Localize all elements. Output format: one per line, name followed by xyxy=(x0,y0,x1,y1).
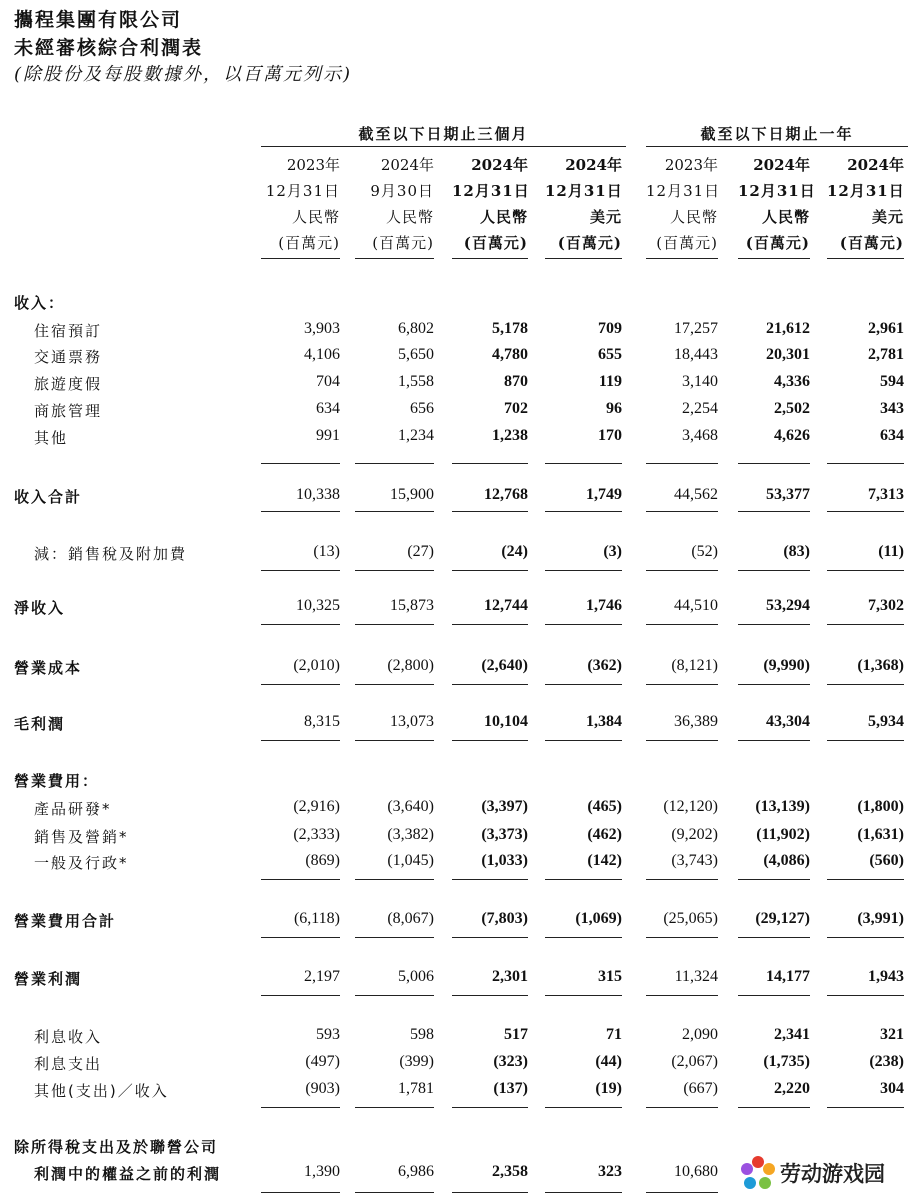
subtotal-rule xyxy=(545,624,622,625)
table-cell: 315 xyxy=(598,968,622,985)
subtotal-rule xyxy=(452,937,528,938)
subtotal-rule xyxy=(738,740,810,741)
subtotal-rule xyxy=(646,1192,718,1193)
subtotal-rule xyxy=(545,937,622,938)
column-header-year: 2024年 xyxy=(565,156,622,174)
subtotal-rule xyxy=(827,624,904,625)
subtotal-rule xyxy=(738,879,810,880)
subtotal-rule xyxy=(646,1107,718,1108)
table-cell: 3,468 xyxy=(682,427,718,444)
table-cell: 20,301 xyxy=(766,346,810,363)
table-cell: 704 xyxy=(316,373,340,390)
subtotal-rule xyxy=(355,511,434,512)
subtotal-rule xyxy=(545,511,622,512)
row-label: 其他(支出)／收入 xyxy=(34,1082,169,1100)
row-label: 除所得稅支出及於聯營公司 xyxy=(14,1138,219,1156)
table-cell: (6,118) xyxy=(293,910,340,927)
group-rule-three-months xyxy=(261,146,626,147)
subtotal-rule xyxy=(646,684,718,685)
subtotal-rule xyxy=(452,995,528,996)
table-cell: 96 xyxy=(606,400,622,417)
table-cell: 1,384 xyxy=(586,713,622,730)
table-cell: (19) xyxy=(595,1080,622,1097)
table-cell: 119 xyxy=(598,373,622,390)
table-cell: 2,254 xyxy=(682,400,718,417)
column-header-2 xyxy=(355,152,434,259)
column-header-currency: 人民幣 xyxy=(291,208,340,226)
subtotal-rule xyxy=(355,995,434,996)
table-cell: (465) xyxy=(587,798,622,815)
subtotal-rule xyxy=(452,511,528,512)
subtotal-rule xyxy=(827,463,904,464)
table-cell: 5,934 xyxy=(868,713,904,730)
group-header-one-year: 截至以下日期止一年 xyxy=(700,125,854,143)
table-cell: (9,990) xyxy=(763,657,810,674)
table-cell: (137) xyxy=(493,1080,528,1097)
subtotal-rule xyxy=(545,1107,622,1108)
table-cell: 2,090 xyxy=(682,1026,718,1043)
table-cell: 1,234 xyxy=(398,427,434,444)
column-header-1 xyxy=(261,152,340,259)
subtotal-rule xyxy=(261,740,340,741)
subtotal-rule xyxy=(827,511,904,512)
row-label: 產品研發* xyxy=(34,800,112,818)
subtotal-rule xyxy=(261,511,340,512)
table-cell: 4,106 xyxy=(304,346,340,363)
table-cell: 5,650 xyxy=(398,346,434,363)
table-cell: 12,768 xyxy=(484,486,528,503)
column-header-date: 12月31日 xyxy=(646,182,721,200)
table-cell: 10,680 xyxy=(674,1163,718,1180)
table-cell: 4,626 xyxy=(774,427,810,444)
statement-title: 未經審核綜合利潤表 xyxy=(14,37,204,59)
subtotal-rule xyxy=(738,511,810,512)
subtotal-rule xyxy=(261,684,340,685)
subtotal-rule xyxy=(355,879,434,880)
table-cell: (11,902) xyxy=(756,826,810,843)
subtotal-rule xyxy=(827,684,904,685)
table-cell: (3,382) xyxy=(387,826,434,843)
subtotal-rule xyxy=(545,463,622,464)
row-label: 毛利潤 xyxy=(14,715,66,733)
subtotal-rule xyxy=(355,463,434,464)
column-header-currency: 人民幣 xyxy=(761,208,810,226)
table-cell: 321 xyxy=(880,1026,904,1043)
table-cell: (2,916) xyxy=(293,798,340,815)
row-label: 收入合計 xyxy=(14,488,83,506)
subtotal-rule xyxy=(738,995,810,996)
table-cell: 53,294 xyxy=(766,597,810,614)
row-label: 營業費用： xyxy=(14,772,100,790)
table-cell: 2,358 xyxy=(492,1163,528,1180)
row-label: 利息收入 xyxy=(34,1028,103,1046)
column-header-year: 2024年 xyxy=(471,156,528,174)
subtotal-rule xyxy=(261,937,340,938)
column-header-unit: (百萬元) xyxy=(738,230,810,259)
table-cell: 2,961 xyxy=(868,320,904,337)
column-header-unit: (百萬元) xyxy=(646,230,718,259)
table-cell: 4,336 xyxy=(774,373,810,390)
table-cell: (3,397) xyxy=(481,798,528,815)
table-cell: (869) xyxy=(305,852,340,869)
subtotal-rule xyxy=(452,684,528,685)
table-cell: (52) xyxy=(691,543,718,560)
table-cell: 1,390 xyxy=(304,1163,340,1180)
subtotal-rule xyxy=(261,879,340,880)
table-cell: 1,558 xyxy=(398,373,434,390)
table-cell: (3,640) xyxy=(387,798,434,815)
subtotal-rule xyxy=(261,463,340,464)
column-header-year: 2023年 xyxy=(664,156,718,174)
table-cell: 44,510 xyxy=(674,597,718,614)
table-cell: (667) xyxy=(683,1080,718,1097)
row-label: 營業利潤 xyxy=(14,970,83,988)
subtotal-rule xyxy=(738,624,810,625)
table-cell: 343 xyxy=(880,400,904,417)
column-header-date: 9月30日 xyxy=(370,182,434,200)
subtotal-rule xyxy=(738,684,810,685)
table-cell: 1,749 xyxy=(586,486,622,503)
company-name: 攜程集團有限公司 xyxy=(14,9,183,31)
table-cell: 13,073 xyxy=(390,713,434,730)
table-cell: (1,045) xyxy=(387,852,434,869)
table-cell: (11) xyxy=(878,543,904,560)
table-cell: 71 xyxy=(606,1026,622,1043)
table-cell: 21,612 xyxy=(766,320,810,337)
subtotal-rule xyxy=(452,740,528,741)
table-cell: 2,781 xyxy=(868,346,904,363)
row-label: 住宿預訂 xyxy=(34,322,103,340)
table-cell: (1,033) xyxy=(481,852,528,869)
table-cell: (238) xyxy=(869,1053,904,1070)
row-label: 營業成本 xyxy=(14,659,83,677)
subtotal-rule xyxy=(646,995,718,996)
units-note: (除股份及每股數據外，以百萬元列示) xyxy=(14,64,353,85)
row-label: 旅遊度假 xyxy=(34,375,103,393)
subtotal-rule xyxy=(827,937,904,938)
row-label: 一般及行政* xyxy=(34,854,129,872)
table-cell: (2,010) xyxy=(293,657,340,674)
table-cell: (2,067) xyxy=(671,1053,718,1070)
table-cell: (1,800) xyxy=(857,798,904,815)
column-header-date: 12月31日 xyxy=(452,182,530,200)
table-cell: (3,991) xyxy=(857,910,904,927)
table-cell: 10,325 xyxy=(296,597,340,614)
row-label: 收入： xyxy=(14,294,66,312)
table-cell: 656 xyxy=(410,400,434,417)
table-cell: (362) xyxy=(587,657,622,674)
subtotal-rule xyxy=(545,995,622,996)
table-cell: (3,743) xyxy=(671,852,718,869)
table-cell: 14,177 xyxy=(766,968,810,985)
row-label: 營業費用合計 xyxy=(14,912,117,930)
watermark-text: 劳动游戏园 xyxy=(780,1162,885,1186)
subtotal-rule xyxy=(355,937,434,938)
subtotal-rule xyxy=(545,570,622,571)
subtotal-rule xyxy=(646,511,718,512)
table-cell: 323 xyxy=(598,1163,622,1180)
subtotal-rule xyxy=(355,1107,434,1108)
row-label: 減：銷售稅及附加費 xyxy=(34,545,188,563)
subtotal-rule xyxy=(738,463,810,464)
column-header-year: 2024年 xyxy=(380,156,434,174)
table-cell: (903) xyxy=(305,1080,340,1097)
subtotal-rule xyxy=(261,995,340,996)
table-cell: 44,562 xyxy=(674,486,718,503)
column-header-7 xyxy=(827,152,904,259)
subtotal-rule xyxy=(827,1107,904,1108)
column-header-currency: 人民幣 xyxy=(479,208,528,226)
row-label: 銷售及營銷* xyxy=(34,828,129,846)
column-header-currency: 美元 xyxy=(871,208,904,226)
subtotal-rule xyxy=(646,463,718,464)
table-cell: (142) xyxy=(587,852,622,869)
subtotal-rule xyxy=(827,570,904,571)
column-header-currency: 人民幣 xyxy=(669,208,718,226)
table-cell: 10,338 xyxy=(296,486,340,503)
table-cell: 6,986 xyxy=(398,1163,434,1180)
table-cell: 8,315 xyxy=(304,713,340,730)
table-cell: (27) xyxy=(407,543,434,560)
table-cell: 4,780 xyxy=(492,346,528,363)
subtotal-rule xyxy=(355,1192,434,1193)
table-cell: 15,873 xyxy=(390,597,434,614)
table-cell: 870 xyxy=(504,373,528,390)
table-cell: 170 xyxy=(598,427,622,444)
subtotal-rule xyxy=(827,879,904,880)
row-label: 淨收入 xyxy=(14,599,66,617)
table-cell: 1,781 xyxy=(398,1080,434,1097)
column-header-5 xyxy=(646,152,721,259)
table-cell: 1,746 xyxy=(586,597,622,614)
column-header-date: 12月31日 xyxy=(827,182,905,200)
table-cell: (4,086) xyxy=(763,852,810,869)
subtotal-rule xyxy=(261,570,340,571)
subtotal-rule xyxy=(452,879,528,880)
subtotal-rule xyxy=(355,684,434,685)
table-cell: 594 xyxy=(880,373,904,390)
table-cell: 634 xyxy=(880,427,904,444)
subtotal-rule xyxy=(545,740,622,741)
column-header-date: 12月31日 xyxy=(738,182,816,200)
subtotal-rule xyxy=(355,570,434,571)
table-cell: (399) xyxy=(399,1053,434,1070)
table-cell: 5,178 xyxy=(492,320,528,337)
table-cell: 517 xyxy=(504,1026,528,1043)
table-cell: (3,373) xyxy=(481,826,528,843)
table-cell: (83) xyxy=(783,543,810,560)
table-cell: 3,140 xyxy=(682,373,718,390)
column-header-4 xyxy=(545,152,622,259)
row-label: 交通票務 xyxy=(34,348,103,366)
column-header-unit: (百萬元) xyxy=(545,230,622,259)
column-header-unit: (百萬元) xyxy=(261,230,340,259)
table-cell: (9,202) xyxy=(671,826,718,843)
subtotal-rule xyxy=(355,740,434,741)
subtotal-rule xyxy=(452,1192,528,1193)
table-cell: 10,104 xyxy=(484,713,528,730)
subtotal-rule xyxy=(646,879,718,880)
subtotal-rule xyxy=(738,1107,810,1108)
table-cell: 7,313 xyxy=(868,486,904,503)
table-cell: 2,341 xyxy=(774,1026,810,1043)
column-header-year: 2024年 xyxy=(753,156,810,174)
table-cell: (2,333) xyxy=(293,826,340,843)
column-header-currency: 美元 xyxy=(589,208,622,226)
table-cell: 11,324 xyxy=(674,968,718,985)
column-header-unit: (百萬元) xyxy=(827,230,904,259)
column-header-unit: (百萬元) xyxy=(355,230,434,259)
subtotal-rule xyxy=(827,995,904,996)
table-cell: 2,220 xyxy=(774,1080,810,1097)
subtotal-rule xyxy=(545,684,622,685)
table-cell: 3,903 xyxy=(304,320,340,337)
table-cell: 1,238 xyxy=(492,427,528,444)
table-cell: (12,120) xyxy=(663,798,718,815)
subtotal-rule xyxy=(827,740,904,741)
subtotal-rule xyxy=(261,1192,340,1193)
table-cell: (24) xyxy=(501,543,528,560)
subtotal-rule xyxy=(261,1107,340,1108)
column-header-date: 12月31日 xyxy=(265,182,340,200)
table-cell: 304 xyxy=(880,1080,904,1097)
column-header-date: 12月31日 xyxy=(545,182,623,200)
table-cell: (1,069) xyxy=(575,910,622,927)
column-header-year: 2023年 xyxy=(286,156,340,174)
table-cell: 655 xyxy=(598,346,622,363)
table-cell: 12,744 xyxy=(484,597,528,614)
subtotal-rule xyxy=(452,570,528,571)
table-cell: 18,443 xyxy=(674,346,718,363)
subtotal-rule xyxy=(452,463,528,464)
subtotal-rule xyxy=(261,624,340,625)
table-cell: (497) xyxy=(305,1053,340,1070)
subtotal-rule xyxy=(545,879,622,880)
row-label: 商旅管理 xyxy=(34,402,103,420)
table-cell: (8,121) xyxy=(671,657,718,674)
table-cell: (8,067) xyxy=(387,910,434,927)
table-cell: (25,065) xyxy=(663,910,718,927)
subtotal-rule xyxy=(646,624,718,625)
table-cell: (3) xyxy=(603,543,622,560)
column-header-3 xyxy=(452,152,528,259)
table-cell: 2,197 xyxy=(304,968,340,985)
subtotal-rule xyxy=(452,1107,528,1108)
table-cell: (1,735) xyxy=(763,1053,810,1070)
subtotal-rule xyxy=(646,570,718,571)
row-label: 其他 xyxy=(34,429,69,447)
table-cell: (7,803) xyxy=(481,910,528,927)
table-cell: 593 xyxy=(316,1026,340,1043)
table-cell: (13) xyxy=(313,543,340,560)
column-header-6 xyxy=(738,152,816,259)
table-cell: 15,900 xyxy=(390,486,434,503)
subtotal-rule xyxy=(452,624,528,625)
group-header-three-months: 截至以下日期止三個月 xyxy=(358,125,529,143)
table-cell: (2,800) xyxy=(387,657,434,674)
table-cell: 991 xyxy=(316,427,340,444)
table-cell: 36,389 xyxy=(674,713,718,730)
table-cell: 6,802 xyxy=(398,320,434,337)
subtotal-rule xyxy=(646,937,718,938)
table-cell: (1,631) xyxy=(857,826,904,843)
table-cell: (462) xyxy=(587,826,622,843)
table-cell: 5,006 xyxy=(398,968,434,985)
table-cell: (323) xyxy=(493,1053,528,1070)
column-header-year: 2024年 xyxy=(847,156,904,174)
watermark xyxy=(738,1153,885,1193)
table-cell: 1,943 xyxy=(868,968,904,985)
table-cell: 702 xyxy=(504,400,528,417)
row-label: 利息支出 xyxy=(34,1055,103,1073)
table-cell: (2,640) xyxy=(481,657,528,674)
row-label: 利潤中的權益之前的利潤 xyxy=(34,1165,222,1183)
table-cell: 7,302 xyxy=(868,597,904,614)
subtotal-rule xyxy=(646,740,718,741)
column-header-currency: 人民幣 xyxy=(385,208,434,226)
subtotal-rule xyxy=(545,1192,622,1193)
table-cell: 17,257 xyxy=(674,320,718,337)
pinwheel-logo-icon xyxy=(738,1153,778,1193)
table-cell: 598 xyxy=(410,1026,434,1043)
table-cell: 43,304 xyxy=(766,713,810,730)
table-cell: (1,368) xyxy=(857,657,904,674)
table-cell: (13,139) xyxy=(755,798,810,815)
group-rule-one-year xyxy=(646,146,908,147)
table-cell: 709 xyxy=(598,320,622,337)
table-cell: 2,502 xyxy=(774,400,810,417)
subtotal-rule xyxy=(355,624,434,625)
column-header-unit: (百萬元) xyxy=(452,230,528,259)
table-cell: (44) xyxy=(595,1053,622,1070)
table-cell: 634 xyxy=(316,400,340,417)
table-cell: 53,377 xyxy=(766,486,810,503)
table-cell: (560) xyxy=(869,852,904,869)
subtotal-rule xyxy=(738,570,810,571)
table-cell: 2,301 xyxy=(492,968,528,985)
subtotal-rule xyxy=(738,937,810,938)
table-cell: (29,127) xyxy=(755,910,810,927)
